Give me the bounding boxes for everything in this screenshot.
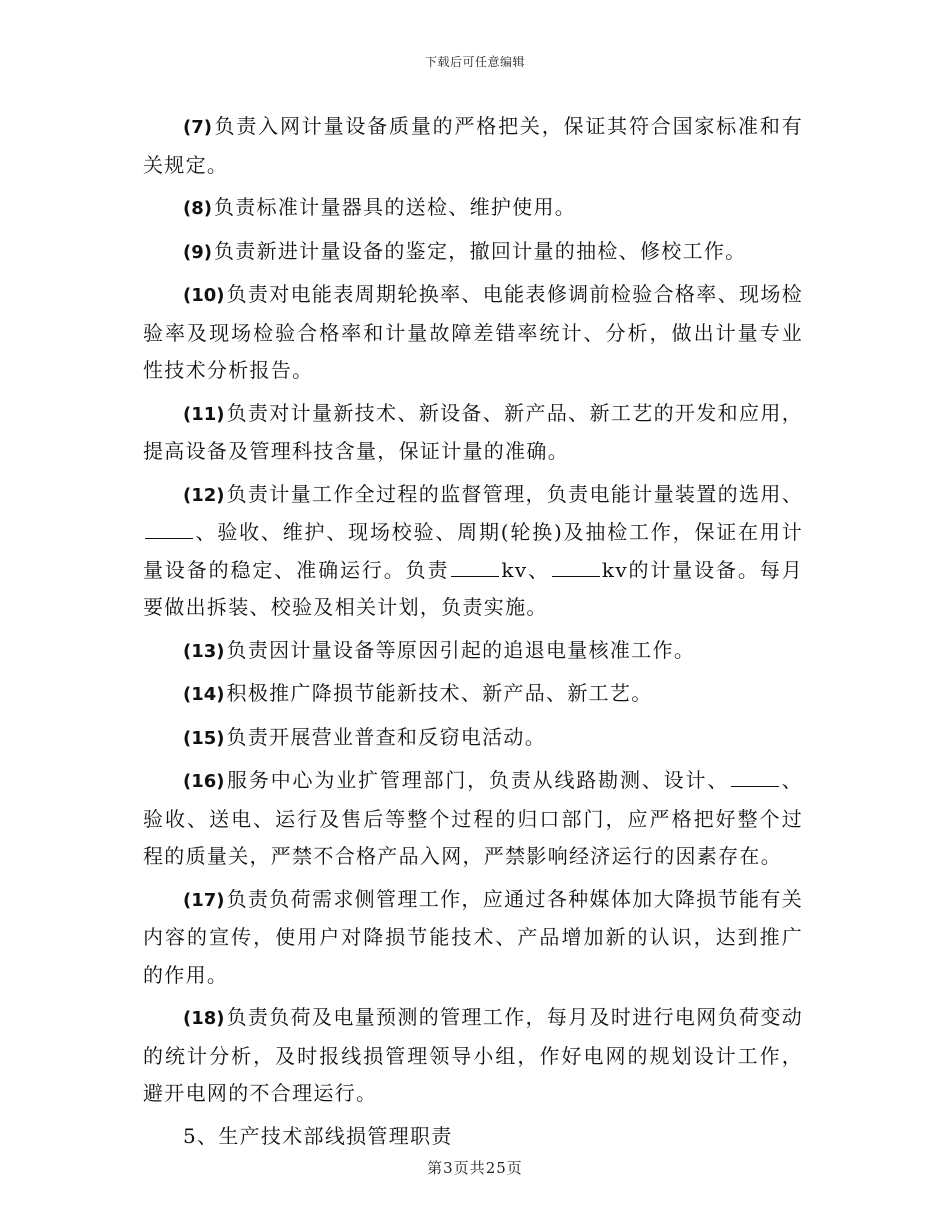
page-header: 下载后可任意编辑 bbox=[424, 55, 525, 69]
item-number: (10) bbox=[183, 285, 225, 306]
item-number: (18) bbox=[183, 1008, 225, 1029]
paragraph-text: 负责开展营业普查和反窃电活动。 bbox=[226, 724, 547, 749]
paragraph-text: kv的计量设备。每月要做出拆装、校验及相关计划，负责实施。 bbox=[143, 557, 804, 619]
paragraph-16 bbox=[143, 762, 803, 876]
paragraph-text: 负责新进计量设备的鉴定，撤回计量的抽检、修校工作。 bbox=[213, 238, 747, 263]
paragraph-text: 负责负荷需求侧管理工作，应通过各种媒体加大降损节能有关内容的宣传，使用户对降损节能技术、产品增加新的认识，达到推广的作用。 bbox=[143, 886, 803, 987]
fill-in-blank bbox=[552, 556, 600, 577]
item-number: (15) bbox=[183, 727, 225, 749]
document-body bbox=[143, 108, 803, 1155]
page-footer: 第3页共25页 bbox=[427, 1159, 523, 1177]
paragraph-text: 服务中心为业扩管理部门，负责从线路勘测、设计、 bbox=[226, 768, 730, 792]
paragraph-14 bbox=[143, 675, 803, 714]
paragraph-text: 负责因计量设备等原因引起的追退电量核准工作。 bbox=[226, 637, 696, 662]
paragraph-text: 负责入网计量设备质量的严格把关，保证其符合国家标准和有关规定。 bbox=[143, 114, 803, 177]
paragraph-text: 负责计量工作全过程的监督管理，负责电能计量装置的选用、 bbox=[226, 481, 803, 506]
paragraph-text: 负责负荷及电量预测的管理工作，每月及时进行电网负荷变动的统计分析，及时报线损管理领导小组，作好电网的规划设计工作，避开电网的不合理运行。 bbox=[143, 1005, 803, 1105]
paragraph-text: 积极推广降损节能新技术、新产品、新工艺。 bbox=[226, 681, 653, 705]
paragraph-text: 、验收、维护、现场校验、周期(轮换)及抽检工作，保证在用计量设备的稳定、准确运行。负责 bbox=[143, 520, 803, 582]
paragraph-7 bbox=[143, 108, 803, 184]
paragraph-12 bbox=[143, 476, 803, 627]
paragraph-11 bbox=[143, 395, 803, 471]
paragraph-18 bbox=[143, 999, 803, 1113]
paragraph-17 bbox=[143, 881, 803, 995]
paragraph-text: kv、 bbox=[501, 557, 550, 582]
paragraph-text: 负责对电能表周期轮换率、电能表修调前检验合格率、现场检验率及现场检验合格率和计量故障差错率统计、分析，做出计量专业性技术分析报告。 bbox=[143, 282, 803, 382]
fill-in-blank bbox=[451, 556, 499, 577]
paragraph-10 bbox=[143, 276, 803, 390]
item-number: (13) bbox=[183, 640, 225, 662]
item-number: (9) bbox=[183, 241, 212, 263]
paragraph-13 bbox=[143, 632, 803, 671]
item-number: (8) bbox=[183, 198, 212, 219]
item-number: (11) bbox=[183, 403, 225, 425]
paragraph-15 bbox=[143, 719, 803, 758]
item-number: (12) bbox=[183, 484, 225, 506]
paragraph-text: 负责对计量新技术、新设备、新产品、新工艺的开发和应用，提高设备及管理科技含量，保证计量的准确。 bbox=[143, 400, 803, 463]
item-number: (16) bbox=[183, 771, 225, 792]
paragraph-9 bbox=[143, 233, 803, 272]
item-number: (7) bbox=[183, 117, 212, 138]
section-heading: 5、生产技术部线损管理职责 bbox=[183, 1123, 453, 1148]
item-number: (14) bbox=[183, 684, 225, 705]
paragraph-8 bbox=[143, 189, 803, 228]
paragraph-text: 、验收、送电、运行及售后等整个过程的归口部门，应严格把好整个过程的质量关，严禁不合格产品入网，严禁影响经济运行的因素存在。 bbox=[143, 768, 803, 868]
fill-in-blank bbox=[731, 766, 779, 787]
item-number: (17) bbox=[183, 889, 225, 911]
fill-in-blank bbox=[145, 518, 193, 539]
paragraph-text: 负责标准计量器具的送检、维护使用。 bbox=[213, 195, 577, 219]
